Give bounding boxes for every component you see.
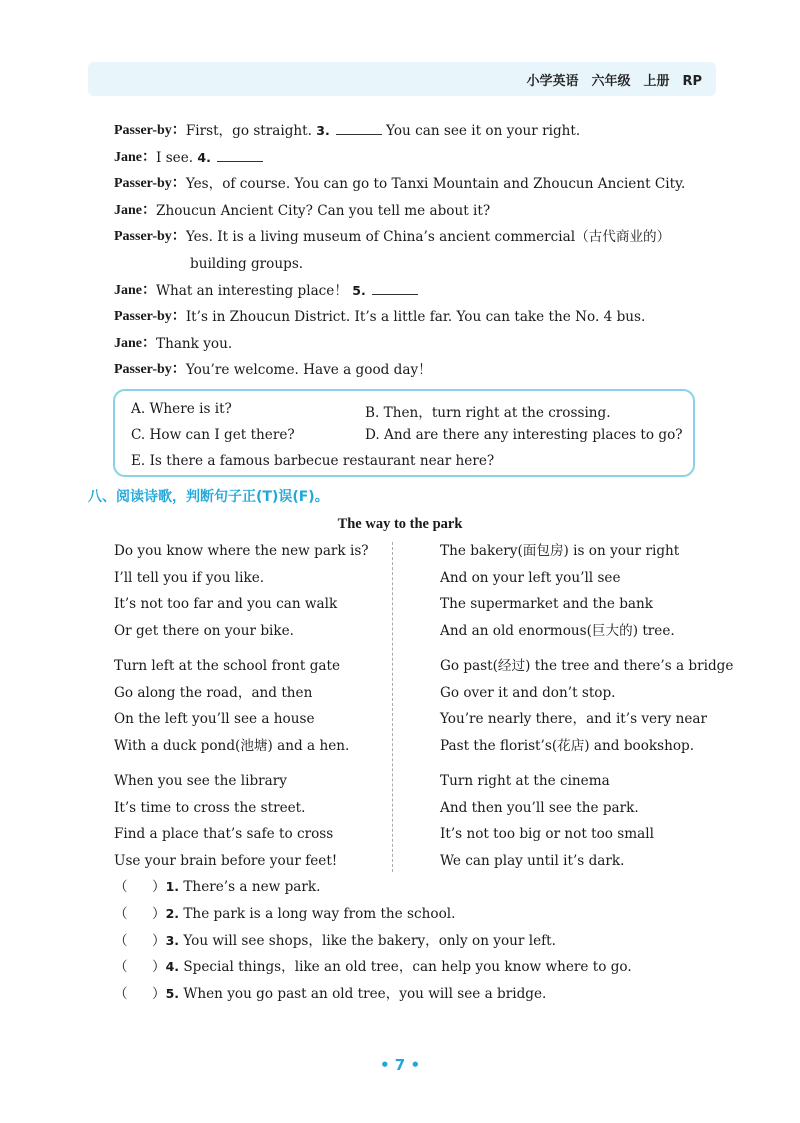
poem-line: It’s time to cross the street.	[114, 799, 306, 816]
page-number: • 7 •	[379, 1056, 421, 1074]
bracket-open: （	[114, 879, 128, 895]
speaker: Jane：	[114, 335, 156, 351]
question-text: You will see shops，like the bakery，only on your left.	[179, 932, 556, 949]
answer-bracket[interactable]	[114, 874, 152, 901]
option-b: B. Then，turn right at the crossing.	[365, 405, 611, 421]
speaker: Jane：	[114, 149, 156, 165]
poem-line: Use your brain before your feet!	[114, 852, 338, 869]
bracket-close: ）	[152, 932, 166, 949]
utterance	[156, 278, 724, 305]
question-item	[114, 928, 714, 955]
poem-line: Turn left at the school front gate	[114, 657, 341, 674]
utterance-text: I see.	[156, 149, 198, 166]
bracket-close: ）	[152, 879, 166, 895]
answer-blank[interactable]	[217, 147, 263, 162]
utterance: It’s in Zhoucun District. It’s a little far. You can take the No. 4 bus.	[185, 309, 646, 326]
dialogue-line	[114, 145, 724, 172]
dialogue-line	[114, 171, 724, 198]
speaker: Passer-by：	[114, 309, 186, 325]
utterance: You’re welcome. Have a good day！	[185, 362, 432, 379]
answer-bracket[interactable]	[114, 981, 152, 1008]
utterance	[186, 118, 724, 145]
blank-number: 4.	[197, 149, 211, 165]
question-text: The park is a long way from the school.	[179, 905, 456, 922]
speaker: Jane：	[114, 202, 156, 218]
bracket-open: （	[114, 932, 128, 949]
bracket-open: （	[114, 905, 128, 922]
dialogue-line	[114, 198, 724, 225]
poem-line: I’ll tell you if you like.	[114, 569, 265, 586]
dialogue-line	[114, 304, 724, 331]
poem-line: On the left you’ll see a house	[114, 711, 315, 728]
poem-line: It’s not too far and you can walk	[114, 596, 338, 613]
bracket-close: ）	[152, 986, 166, 1003]
poem-line: Go past(经过) the tree and there’s a bridge	[440, 657, 734, 674]
poem-line: You’re nearly there，and it’s very near	[440, 711, 708, 728]
utterance: Thank you.	[156, 335, 233, 352]
question-number: 4.	[165, 959, 180, 975]
question-text: When you go past an old tree，you will see a bridge.	[179, 986, 547, 1003]
poem-line: And an old enormous(巨大的) tree.	[440, 622, 675, 639]
dialogue-line	[114, 331, 724, 358]
poem-line: Go over it and don’t stop.	[440, 684, 616, 701]
poem-right-column	[440, 538, 760, 874]
poem-line: Past the florist’s(花店) and bookshop.	[440, 737, 695, 754]
options-box	[113, 389, 695, 477]
speaker: Jane：	[114, 282, 156, 298]
question-number: 2.	[165, 905, 180, 921]
option-d: D. And are there any interesting places to go?	[365, 427, 683, 443]
poem-line: And then you’ll see the park.	[440, 799, 639, 816]
bracket-open: （	[114, 959, 128, 976]
dialogue-line	[114, 251, 724, 278]
option-c: C. How can I get there?	[131, 427, 295, 443]
answer-bracket[interactable]	[114, 928, 152, 955]
poem-line: When you see the library	[114, 772, 287, 789]
header-text: 小学英语 六年级 上册 RP	[526, 74, 702, 89]
utterance-text: What an interesting place！	[156, 282, 353, 299]
question-text: There’s a new park.	[179, 879, 321, 895]
poem-line: It’s not too big or not too small	[440, 826, 654, 843]
blank-number: 5.	[352, 282, 366, 298]
speaker: Passer-by：	[114, 176, 186, 192]
poem-line: We can play until it’s dark.	[440, 852, 625, 869]
dialogue-line	[114, 357, 724, 384]
speaker: Passer-by：	[114, 362, 186, 378]
utterance: Yes，of course. You can go to Tanxi Mountain and Zhoucun Ancient City.	[185, 176, 686, 193]
bracket-open: （	[114, 986, 128, 1003]
bracket-close: ）	[152, 959, 166, 976]
questions	[114, 874, 714, 1008]
answer-blank[interactable]	[372, 280, 418, 295]
answer-bracket[interactable]	[114, 901, 152, 928]
question-number: 5.	[165, 986, 180, 1002]
question-number: 1.	[165, 879, 180, 894]
dialogue-line	[114, 278, 724, 305]
poem-line: With a duck pond(池塘) and a hen.	[114, 737, 350, 754]
speaker: Passer-by：	[114, 123, 186, 138]
speaker: Passer-by：	[114, 229, 186, 245]
blank-number: 3.	[316, 123, 330, 138]
poem-line: Go along the road，and then	[114, 684, 313, 701]
question-text: Special things，like an old tree，can help you know where to go.	[179, 959, 632, 976]
dialogue-line	[114, 118, 724, 145]
utterance-text: You can see it on your right.	[381, 123, 581, 139]
question-item	[114, 874, 714, 901]
poem-line: Or get there on your bike.	[114, 622, 294, 639]
dialogue	[114, 118, 724, 384]
poem-line: The bakery(面包房) is on your right	[440, 543, 680, 559]
question-item	[114, 981, 714, 1008]
poem-line: Do you know where the new park is?	[114, 543, 369, 559]
section-title: 八、阅读诗歌，判断句子正(T)误(F)。	[88, 489, 329, 505]
option-e: E. Is there a famous barbecue restaurant near here?	[131, 453, 495, 469]
dialogue-line	[114, 224, 724, 251]
answer-blank[interactable]	[336, 120, 382, 135]
utterance-text: First，go straight.	[185, 123, 317, 139]
question-item	[114, 901, 714, 928]
poem-title: The way to the park	[337, 516, 463, 532]
option-a: A. Where is it?	[131, 401, 232, 417]
utterance: building groups.	[190, 255, 304, 272]
utterance	[156, 145, 724, 172]
poem-line: The supermarket and the bank	[440, 596, 653, 613]
poem-line: And on your left you’ll see	[440, 569, 621, 586]
bracket-close: ）	[152, 905, 166, 922]
poem-line: Find a place that’s safe to cross	[114, 826, 334, 843]
utterance: Zhoucun Ancient City? Can you tell me about it?	[156, 202, 491, 219]
poem-left-column	[114, 538, 434, 874]
answer-bracket[interactable]	[114, 954, 152, 981]
poem-line: Turn right at the cinema	[440, 772, 610, 789]
question-item	[114, 954, 714, 981]
utterance: Yes. It is a living museum of China’s ancient commercial（古代商业的）	[185, 229, 671, 246]
question-number: 3.	[165, 932, 180, 948]
poem-divider	[392, 542, 393, 872]
header-bar	[88, 62, 716, 96]
